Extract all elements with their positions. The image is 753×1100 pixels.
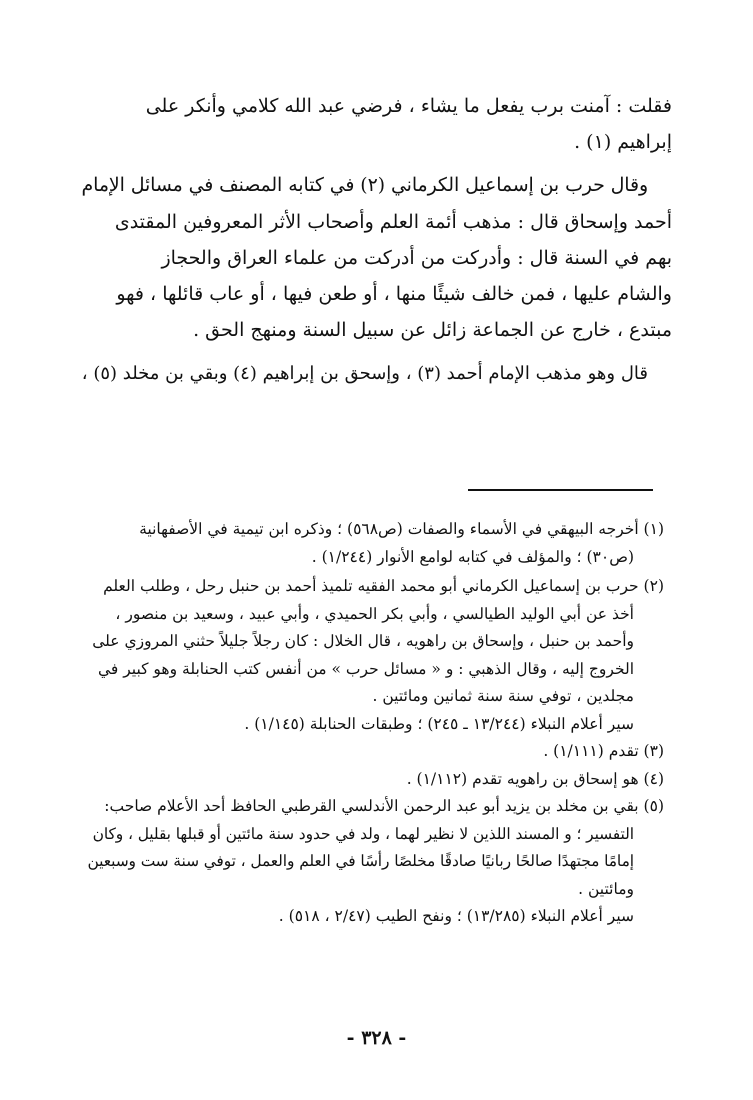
main-text-line: قال وهو مذهب الإمام أحمد (٣) ، وإسحق بن إبراهيم (٤) وبقي بن مخلد (٥) ، [81,363,648,384]
footnote-5-continued: ومائتين . [578,879,634,898]
footnote-2-continued: أخذ عن أبي الوليد الطيالسي ، وأبي بكر الحميدي ، وأبي عبيد ، وسعيد بن منصور ، [115,604,634,623]
main-text-line: أحمد وإسحاق قال : مذهب أئمة العلم وأصحاب الأثر المعروفين المقتدى [114,211,672,233]
footnote-2-continued: وأحمد بن حنبل ، وإسحاق بن راهويه ، قال الخلال : كان رجلاً جليلاً حثني المروزي على [92,632,634,650]
footnote-5: (٥) بقي بن مخلد بن يزيد أبو عبد الرحمن الأندلسي القرطبي الحافظ أحد الأعلام صاحب: [104,797,664,815]
footnote-1-continued: (ص٣٠) ؛ والمؤلف في كتابه لوامع الأنوار (١/٢٤٤) . [311,547,634,566]
main-text-line: والشام عليها ، فمن خالف شيئًا منها ، أو طعن فيها ، أو عاب قائلها ، فهو [116,283,672,305]
footnote-5-continued: إمامًا مجتهدًا صالحًا ربانيًا صادقًا مخلصًا رأسًا في العلم والعمل ، توفي سنة ست وسبعين [87,852,634,870]
footnote-divider [468,489,653,491]
footnote-2-continued: الخروج إليه ، وقال الذهبي : و « مسائل حرب » من أنفس كتب الحنابلة وهو كبير في [97,659,634,678]
main-text-line: بهم في السنة قال : وأدركت من أدركت من علماء العراق والحجاز [161,247,672,269]
footnote-4: (٤) هو إسحاق بن راهويه تقدم (١/١١٢) . [406,769,664,788]
footnote-2-continued: مجلدين ، توفي سنة سنة ثمانين ومائتين . [372,687,634,705]
footnote-1: (١) أخرجه البيهقي في الأسماء والصفات (ص٥٦٨) ؛ وذكره ابن تيمية في الأصفهانية [139,520,664,538]
main-text-block [80,88,672,392]
main-text-line: إبراهيم (١) . [574,131,672,153]
footnote-5-continued: التفسير ؛ و المسند اللذين لا نظير لهما ، ولد في حدود سنة مائتين أو قبلها بقليل ، وكان [92,824,634,843]
main-text-line: مبتدع ، خارج عن الجماعة زائل عن سبيل السنة ومنهج الحق . [193,319,672,341]
main-text-line: فقلت : آمنت برب يفعل ما يشاء ، فرضي عبد الله كلامي وأنكر على [145,95,672,117]
footnote-3: (٣) تقدم (١/١١١) . [543,742,664,760]
page-number: - ٣٢٨ - [346,1027,407,1049]
footnote-2-source: سير أعلام النبلاء (١٣/٢٤٤ ـ ٢٤٥) ؛ وطبقات الحنابلة (١/١٤٥) . [244,714,634,733]
footnote-2: (٢) حرب بن إسماعيل الكرماني أبو محمد الفقيه تلميذ أحمد بن حنبل رحل ، وطلب العلم [103,577,664,595]
footnotes-block [86,516,664,931]
footnote-5-source: سير أعلام النبلاء (١٣/٢٨٥) ؛ ونفح الطيب (٢/٤٧ ، ٥١٨) . [278,907,634,925]
main-text-line: وقال حرب بن إسماعيل الكرماني (٢) في كتابه المصنف في مسائل الإمام [81,175,648,196]
